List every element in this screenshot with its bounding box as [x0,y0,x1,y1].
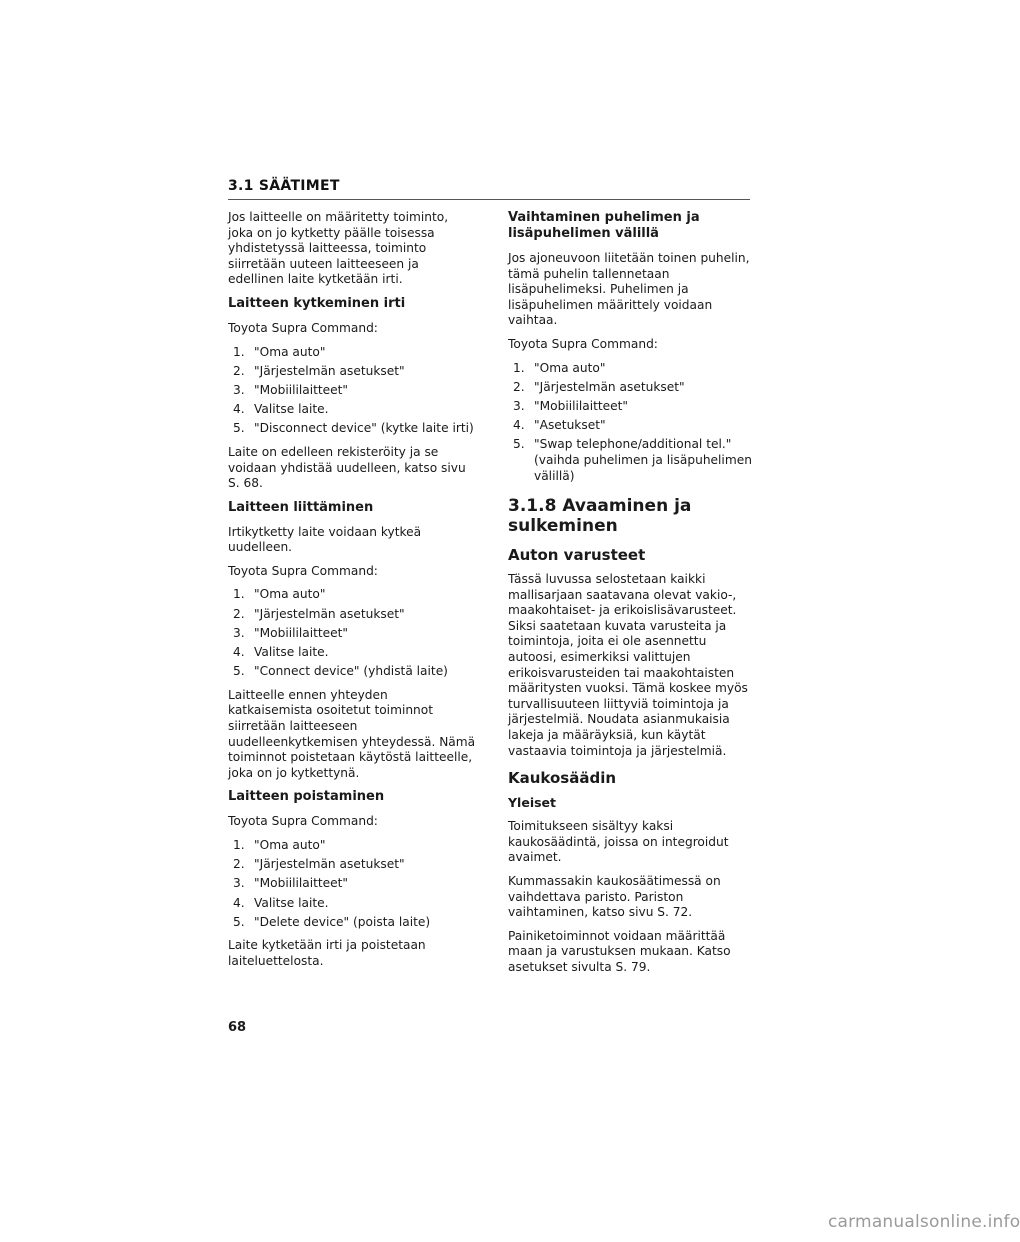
step-number: 2. [233,857,245,872]
swap-intro: Jos ajoneuvoon liitetään toinen puhelin, tämä puhelin tallennetaan lisäpuhelimeksi. Puhelimen ja lisäpuhelimen määrittely voidaan vaihtaa. [508,251,750,328]
list-item [228,402,476,418]
list-item [228,896,476,912]
left-column [228,210,476,978]
remote-p3: Painiketoiminnot voidaan määrittää maan ja varustuksen mukaan. Katso asetukset sivulta S. 79. [508,928,731,974]
step-number: 4. [513,418,525,433]
list-item [228,857,476,873]
step-text: "Järjestelmän asetukset" [254,606,405,621]
step-text: "Asetukset" [534,418,606,433]
step-number: 4. [233,895,245,910]
step-number: 3. [233,876,245,891]
heading-general: Yleiset [508,795,556,811]
connect-after: Laitteelle ennen yhteyden katkaisemista osoitetut toiminnot siirretään laitteeseen uudelleenkytkemisen yhteydessä. Nämä toiminnot poistetaan käytöstä laitteelle, joka on jo kytkettynä. [228,687,476,780]
heading-remove: Laitteen poistaminen [228,789,385,805]
heading-remote: Kaukosäädin [508,769,617,788]
remove-steps [228,838,476,930]
list-item [228,838,476,854]
page-number: 68 [228,1020,247,1035]
list-item [228,915,476,931]
list-item [228,626,476,642]
remote-p1: Toimitukseen sisältyy kaksi kaukosäädintä, joissa on integroidut avaimet. [508,819,729,865]
step-number: 3. [513,398,525,413]
header-rule [228,199,750,200]
step-number: 5. [513,437,525,452]
section-header: 3.1 SÄÄTIMET [228,178,340,194]
list-item [228,364,476,380]
step-number: 2. [513,379,525,394]
step-number: 2. [233,606,245,621]
list-item [508,399,758,415]
disconnect-steps [228,345,476,437]
chapter-heading: 3.1.8 Avaaminen ja sulkeminen [508,496,692,537]
intro-paragraph: Jos laitteelle on määritetty toiminto, joka on jo kytketty päälle toisessa yhdistetyssä laitteessa, toiminto siirretään uuteen laitteeseen ja edellinen laite kytketään irti. [228,210,449,287]
disconnect-after: Laite on edelleen rekisteröity ja se voidaan yhdistää uudelleen, katso sivu S. 68. [228,444,466,491]
step-number: 5. [233,914,245,929]
remove-lead: Toyota Supra Command: [228,814,378,829]
step-text: Valitse laite. [254,895,329,910]
step-text: "Disconnect device" (kytke laite irti) [254,421,474,436]
list-item [228,607,476,623]
step-text: "Swap telephone/additional tel." (vaihda puhelimen ja lisäpuhelimen välillä) [534,437,752,483]
step-text: "Oma auto" [254,587,326,602]
step-text: Valitse laite. [254,645,329,660]
step-text: "Järjestelmän asetukset" [254,857,405,872]
list-item [228,383,476,399]
step-text: "Mobiililaitteet" [254,876,349,891]
step-number: 3. [233,625,245,640]
step-number: 5. [233,421,245,436]
step-number: 1. [233,587,245,602]
step-text: Valitse laite. [254,402,329,417]
step-text: "Järjestelmän asetukset" [254,363,405,378]
list-item [508,380,758,396]
step-number: 1. [233,344,245,359]
list-item [508,418,758,434]
swap-lead: Toyota Supra Command: [508,336,658,351]
step-number: 1. [233,837,245,852]
step-number: 4. [233,402,245,417]
remote-p2: Kummassakin kaukosäätimessä on vaihdettava paristo. Pariston vaihtaminen, katso sivu S. 72. [508,874,721,920]
connect-lead: Toyota Supra Command: [228,563,378,578]
swap-steps [508,361,758,485]
step-text: "Oma auto" [254,837,326,852]
step-number: 1. [513,360,525,375]
step-number: 2. [233,363,245,378]
heading-disconnect: Laitteen kytkeminen irti [228,295,406,311]
step-text: "Connect device" (yhdistä laite) [254,664,448,679]
connect-intro: Irtikytketty laite voidaan kytkeä uudelleen. [228,524,422,555]
step-text: "Mobiililaitteet" [534,398,629,413]
list-item [228,876,476,892]
equipment-body: Tässä luvussa selostetaan kaikki mallisarjaan saatavana olevat vakio-, maakohtaiset- ja erikoislisävarusteet. Siksi saatetaan kuvata varusteita ja toimintoja, joita ei ole asennettu autoosi, esimerkiksi valittujen erikoisvarusteiden tai maakohtaisten määritysten vuoksi. Tämä koskee myös turvallisuuteen liittyviä toimintoja ja järjestelmiä. Noudata asianmukaisia lakeja ja määräyksiä, kun käytät vastaavia toimintoja ja järjestelmiä. [508,572,748,758]
heading-connect: Laitteen liittäminen [228,499,374,515]
right-column [508,210,758,984]
step-number: 5. [233,664,245,679]
watermark-text: carmanualsonline.info [828,1212,1020,1232]
heading-equipment: Auton varusteet [508,546,646,565]
heading-swap: Vaihtaminen puhelimen ja lisäpuhelimen välillä [508,210,700,241]
step-text: "Järjestelmän asetukset" [534,379,685,394]
list-item [508,437,758,484]
step-number: 3. [233,382,245,397]
list-item [228,587,476,603]
disconnect-lead: Toyota Supra Command: [228,320,378,335]
list-item [228,345,476,361]
list-item [228,421,476,437]
list-item [228,645,476,661]
step-text: "Mobiililaitteet" [254,382,349,397]
step-text: "Mobiililaitteet" [254,625,349,640]
step-text: "Oma auto" [254,344,326,359]
step-number: 4. [233,645,245,660]
list-item [508,361,758,377]
step-text: "Delete device" (poista laite) [254,914,431,929]
remove-after: Laite kytketään irti ja poistetaan laiteluettelosta. [228,938,426,968]
list-item [228,664,476,680]
step-text: "Oma auto" [534,360,606,375]
connect-steps [228,587,476,679]
